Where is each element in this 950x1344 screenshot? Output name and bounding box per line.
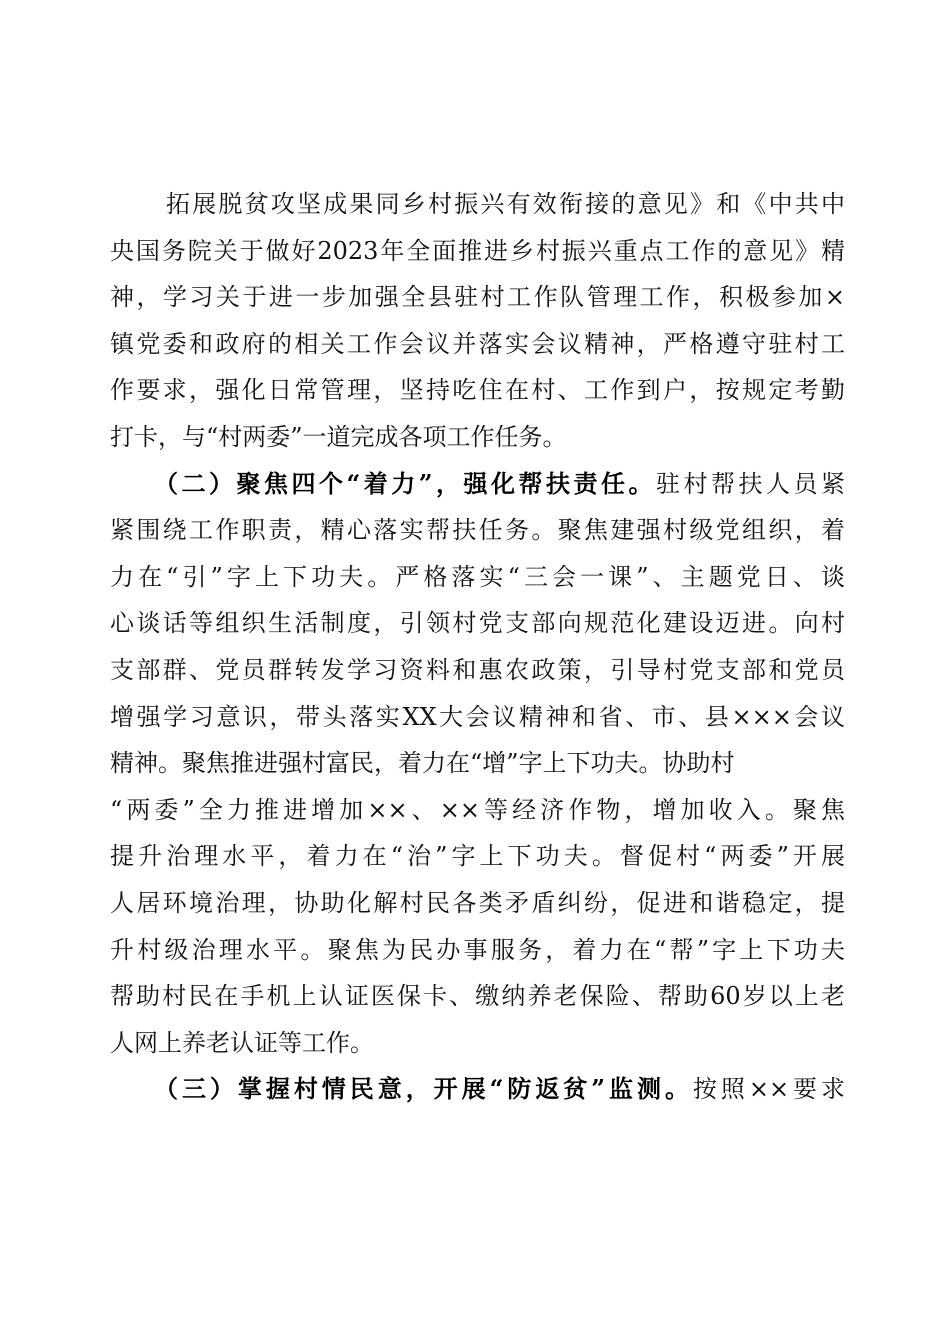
section-heading-3: （三）掌握村情民意，开展“防返贫”监测。: [154, 1074, 693, 1104]
paragraph-line: “两委”全力推进增加××、××等经济作物，增加收入。聚焦: [110, 795, 845, 824]
paragraph-line: 作要求，强化日常管理，坚持吃住在村、工作到户，按规定考勤: [110, 376, 845, 405]
paragraph-line: 紧围绕工作职责，精心落实帮扶任务。聚焦建强村级党组织，着: [110, 516, 845, 545]
paragraph-line: 帮助村民在手机上认证医保卡、缴纳养老保险、帮助60岁以上老: [110, 982, 845, 1011]
paragraph-line: 人网上养老认证等工作。: [110, 1028, 374, 1057]
paragraph-line: 心谈话等组织生活制度，引领村党支部向规范化建设迈进。向村: [110, 609, 845, 638]
section-heading-line: [110, 1069, 845, 1116]
paragraph-line: 支部群、党员群转发学习资料和惠农政策，引导村党支部和党员: [110, 655, 845, 684]
section-heading-continuation: 驻村帮扶人员紧: [656, 469, 845, 498]
paragraph-line: 镇党委和政府的相关工作会议并落实会议精神，严格遵守驻村工: [110, 329, 845, 358]
paragraph-line: 提升治理水平，着力在“治”字上下功夫。督促村“两委”开展: [110, 842, 845, 871]
section-heading-2: （二）聚焦四个“着力”，强化帮扶责任。: [154, 468, 657, 498]
paragraph-line: 神，学习关于进一步加强全县驻村工作队管理工作，积极参加×: [110, 283, 845, 312]
paragraph-line: 央国务院关于做好2023年全面推进乡村振兴重点工作的意见》精: [110, 236, 845, 265]
paragraph-line: 力在“引”字上下功夫。严格落实“三会一课”、主题党日、谈: [110, 562, 845, 591]
paragraph-line: 精神。聚焦推进强村富民，着力在“增”字上下功夫。协助村: [110, 749, 735, 778]
paragraph-line: 打卡，与“村两委”一道完成各项工作任务。: [110, 422, 567, 451]
paragraph-line: 拓展脱贫攻坚成果同乡村振兴有效衔接的意见》和《中共中: [166, 190, 845, 218]
body-text: [110, 184, 845, 1116]
paragraph-line: 升村级治理水平。聚焦为民办事服务，着力在“帮”字上下功夫: [110, 935, 845, 964]
paragraph-line: 增强学习意识，带头落实XX大会议精神和省、市、县×××会议: [110, 702, 845, 731]
section-heading-continuation: 按照××要求: [692, 1075, 845, 1104]
paragraph-line: 人居环境治理，协助化解村民各类矛盾纠纷，促进和谐稳定，提: [110, 888, 845, 917]
section-heading-line: [110, 464, 845, 511]
